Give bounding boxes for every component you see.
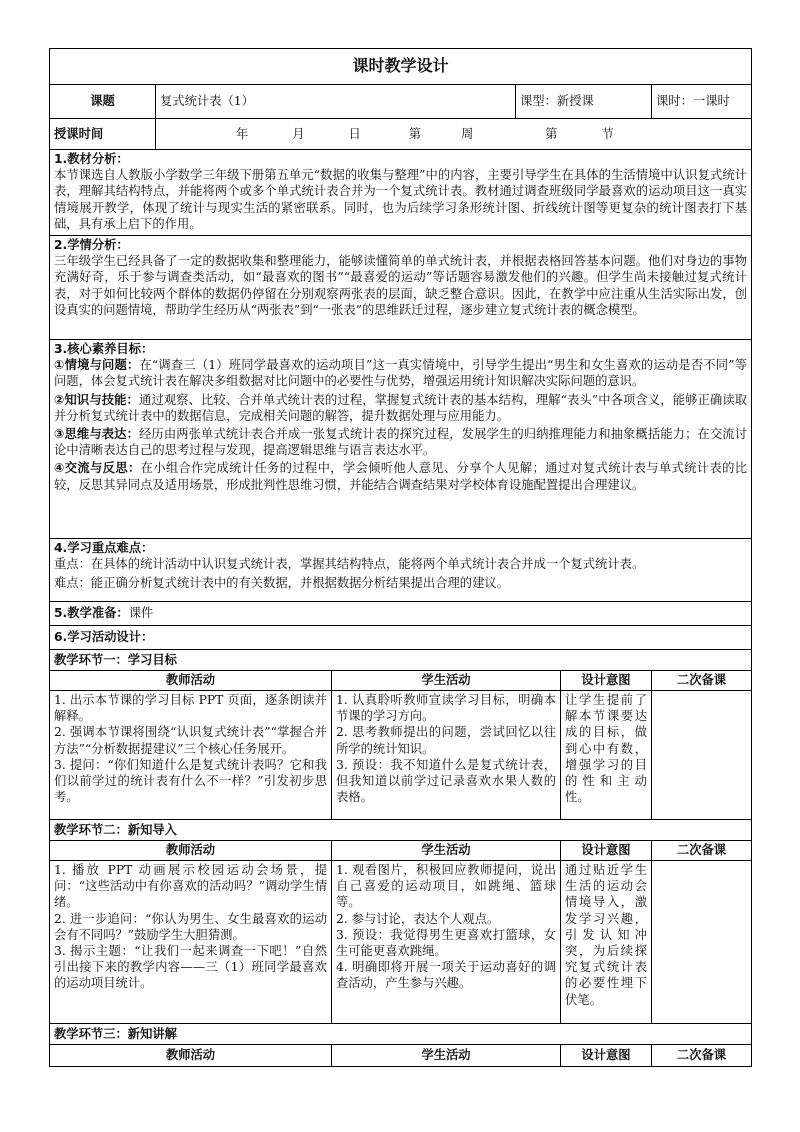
stage-title: 教学环节一：学习目标 <box>50 650 752 671</box>
list-item: 1. 出示本节课的学习目标 PPT 页面，逐条朗读并解释。 <box>54 693 327 724</box>
stage-title: 教学环节二：新知导入 <box>50 820 752 841</box>
col-second: 二次备课 <box>652 671 752 691</box>
goal-name: ②知识与技能： <box>54 392 139 407</box>
stage1-teacher <box>50 691 332 820</box>
list-item: 2. 参与讨论，表达个人观点。 <box>336 911 500 926</box>
activities-title <box>50 626 752 650</box>
stage1-student <box>332 691 561 820</box>
col-student: 学生活动 <box>332 841 561 861</box>
col-intent: 设计意图 <box>561 671 652 691</box>
lesson-plan-table <box>49 48 752 1067</box>
learners-text: 三年级学生已经具备了一定的数据收集和整理能力，能够读懂简单的单式统计表，并根据表格回答基本问题。他们对身边的事物充满好奇，乐于参与调查类活动，如“最喜欢的图书”“最喜爱的运动”等话题容易激发他们的兴趣。但学生尚未接触过复式统计表，对于如何比较两个群体的数据仍停留在分别观察两张表的层面，缺乏整合意识。因此，在教学中应注重从生活实际出发，创设真实的问题情境，帮助学生经历从“两张表”到“一张表”的思维跃迁过程，逐步建立复式统计表的概念模型。 <box>54 254 748 317</box>
col-teacher: 教师活动 <box>50 671 332 691</box>
col-student: 学生活动 <box>332 1045 561 1067</box>
goal-text: 通过观察、比较、合并单式统计表的过程，掌握复式统计表的基本结构，理解“表头”中各项含义，能够正确读取并分析复式统计表中的数据信息，完成相关问题的解答，提升数据处理与应用能力。 <box>54 392 748 423</box>
goal-name: ①情境与问题： <box>54 358 140 373</box>
time-period-no: 第 <box>545 126 558 141</box>
list-item: 1. 认真聆听教师宣读学习目标，明确本节课的学习方向。 <box>336 693 556 724</box>
list-item: 1. 播放 PPT 动画展示校园运动会场景，提问：“这些活动中有你喜欢的活动吗？”调动学生情绪。 <box>54 863 327 910</box>
stage1-intent: 让学生提前了解本节课要达成的目标，做到心中有数，增强学习的目的性和主动性。 <box>561 691 652 820</box>
time-day: 日 <box>348 126 361 141</box>
analysis-text: 本节课选自人教版小学数学三年级下册第五单元“数据的收集与整理”中的内容，主要引导学生在具体的生活情境中认识复式统计表，理解其结构特点，并能将两个或多个单式统计表合并为一个复式统计表。教材通过调查班级同学最喜欢的运动项目这一真实情境展开教学，体现了统计与现实生活的紧密联系。同时，也为后续学习条形统计图、折线统计图等更复杂的统计图表打下基础，具有承上启下的作用。 <box>54 168 748 231</box>
goal-item <box>54 426 747 458</box>
goal-text: 在“调查三（1）班同学最喜欢的运动项目”这一真实情境中，引导学生提出“男生和女生喜欢的运动是否不同”等问题，体会复式统计表在解决多组数据对比问题中的必要性与优势，增强运用统计知识解决实际问题的意识。 <box>54 358 748 389</box>
list-item: 3. 提问：“你们知道什么是复式统计表吗？它和我们以前学过的统计表有什么不一样？”引发初步思考。 <box>54 757 327 805</box>
key-points <box>50 539 752 602</box>
lesson-hours: 课时：一课时 <box>652 85 752 119</box>
learner-analysis <box>50 236 752 340</box>
col-intent: 设计意图 <box>561 841 652 861</box>
time-week-no: 第 <box>408 126 422 141</box>
goal-item <box>54 392 747 424</box>
stage1-second <box>652 691 752 820</box>
learners-title: 2.学情分析： <box>54 238 129 252</box>
list-item: 2. 思考教师提出的问题，尝试回忆以往所学的统计知识。 <box>336 725 556 756</box>
lesson-type: 课型：新授课 <box>516 85 652 119</box>
key-title: 4.学习重点难点： <box>54 541 154 555</box>
time-fields <box>156 119 752 150</box>
list-item: 1. 观看图片，积极回应教师提问，说出自己喜爱的运动项目，如跳绳、篮球等。 <box>336 863 556 910</box>
stage2-second <box>652 861 752 1024</box>
page-title: 课时教学设计 <box>50 49 752 85</box>
col-second: 二次备课 <box>652 1045 752 1067</box>
time-month: 月 <box>292 126 305 141</box>
list-item: 2. 进一步追问：“你认为男生、女生最喜欢的运动会有不同吗？”鼓励学生大胆猜测。 <box>54 911 327 942</box>
goal-item <box>54 460 747 492</box>
col-student: 学生活动 <box>332 671 561 691</box>
prep-title: 5.教学准备： <box>54 606 129 621</box>
goal-text: 在小组合作完成统计任务的过程中，学会倾听他人意见、分享个人见解；通过对复式统计表与单式统计表的比较，反思其异同点及适用场景，形成批判性思维习惯，并能结合调查结果对学校体育设施配置提出合理建议。 <box>54 461 748 492</box>
key-difficulty: 难点：能正确分析复式统计表中的有关数据，并根据数据分析结果提出合理的建议。 <box>54 576 509 591</box>
time-period: 节 <box>601 126 614 141</box>
goals-title: 3.核心素养目标： <box>54 342 154 356</box>
list-item: 3. 预设：我不知道什么是复式统计表，但我知道以前学过记录喜欢水果人数的表格。 <box>336 757 556 805</box>
list-item: 3. 预设：我觉得男生更喜欢打篮球，女生可能更喜欢跳绳。 <box>336 927 556 959</box>
time-year: 年 <box>236 126 249 141</box>
list-item: 3. 揭示主题：“让我们一起来调查一下吧！”自然引出接下来的教学内容——三（1）班同学最喜欢的运动项目统计。 <box>54 944 327 991</box>
stage2-student <box>332 861 561 1024</box>
core-goals <box>50 340 752 539</box>
list-item: 4. 明确即将开展一项关于运动喜好的调查活动，产生参与兴趣。 <box>336 960 556 991</box>
col-intent: 设计意图 <box>561 1045 652 1067</box>
analysis-title: 1.教材分析： <box>54 152 129 166</box>
goal-text: 经历由两张单式统计表合并成一张复式统计表的探究过程，发展学生的归纳推理能力和抽象概括能力；在交流讨论中清晰表达自己的思考过程与发现，提高逻辑思维与语言表达水平。 <box>54 427 748 458</box>
key-focus: 重点：在具体的统计活动中认识复式统计表，掌握其结构特点，能将两个单式统计表合并成一个复式统计表。 <box>54 557 645 572</box>
col-teacher: 教师活动 <box>50 1045 332 1067</box>
topic-value: 复式统计表（1） <box>156 85 516 119</box>
time-week: 周 <box>460 126 474 141</box>
time-label: 授课时间 <box>50 119 156 150</box>
stage2-teacher <box>50 861 332 1024</box>
topic-label: 课题 <box>50 85 156 119</box>
list-item: 2. 强调本节课将围绕“认识复式统计表”“掌握合并方法”“分析数据提建议”三个核心任务展开。 <box>54 725 327 756</box>
goal-name: ④交流与反思： <box>54 461 141 476</box>
prep-value: 课件 <box>128 606 154 621</box>
stage2-intent: 通过贴近学生生活的运动会情境导入，激发学习兴趣，引发认知冲突，为后续探究复式统计表的必要性埋下伏笔。 <box>561 861 652 1024</box>
stage-title: 教学环节三：新知讲解 <box>50 1024 752 1045</box>
goal-name: ③思维与表达： <box>54 427 139 442</box>
teaching-prep <box>50 602 752 626</box>
goal-item <box>54 357 747 389</box>
col-teacher: 教师活动 <box>50 841 332 861</box>
col-second: 二次备课 <box>652 841 752 861</box>
textbook-analysis <box>50 150 752 236</box>
activities-title-text: 6.学习活动设计： <box>54 630 154 645</box>
